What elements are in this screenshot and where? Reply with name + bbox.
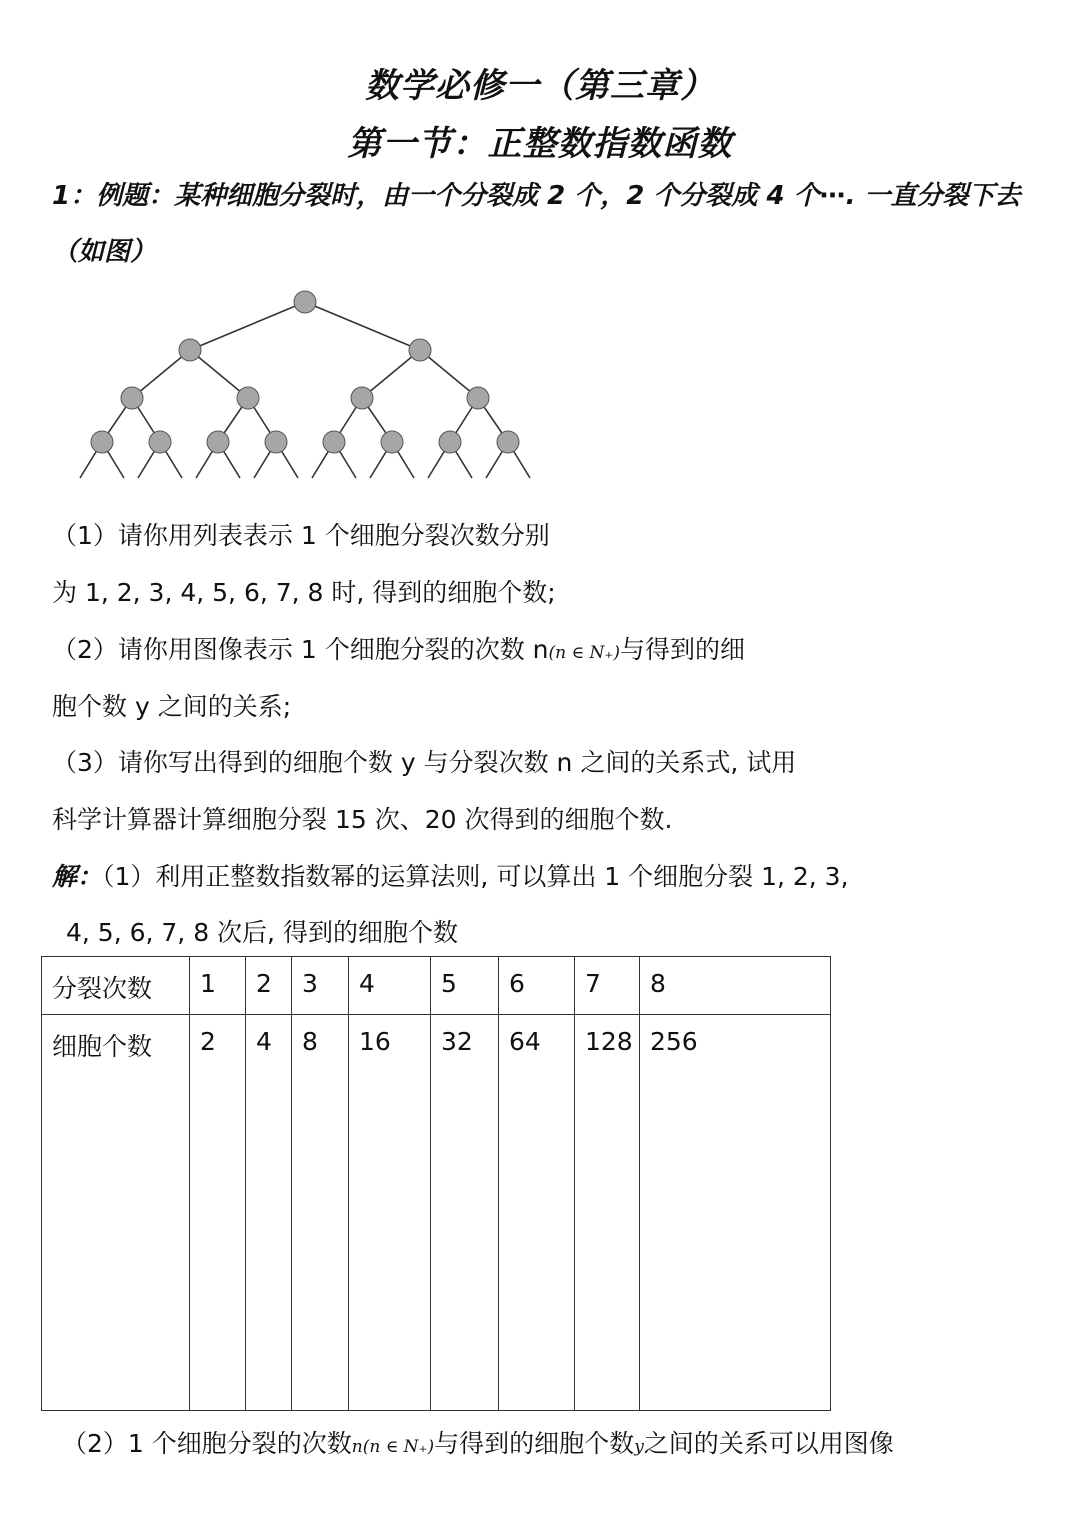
cell-node xyxy=(237,387,259,409)
question-2-line-2: 胞个数 y 之间的关系; xyxy=(52,692,292,721)
answer-2-math-n: n(n ∈ N₊) xyxy=(351,1437,435,1457)
table-cell: 8 xyxy=(292,1015,349,1411)
answer-2-line xyxy=(62,1424,894,1460)
solution-label: 解： xyxy=(52,862,103,891)
section-title: 第一节：正整数指数函数 xyxy=(347,124,733,164)
cell-node xyxy=(439,431,461,453)
page-title: 数学必修一（第三章） xyxy=(365,66,715,106)
table-cell: 6 xyxy=(499,957,575,1015)
table-row-divisions xyxy=(42,957,831,1015)
cell-node xyxy=(351,387,373,409)
table-cell: 32 xyxy=(431,1015,499,1411)
question-2-text-b: 与得到的细 xyxy=(619,635,745,664)
cell-node xyxy=(207,431,229,453)
answer-2-math-y: y xyxy=(634,1437,644,1457)
question-2-line-1 xyxy=(52,630,745,666)
cell-node xyxy=(467,387,489,409)
tree-branch xyxy=(305,302,420,350)
table-cell: 16 xyxy=(349,1015,431,1411)
cell-node xyxy=(265,431,287,453)
solution-line-1 xyxy=(52,857,849,893)
tree-branch xyxy=(190,302,305,350)
cell-node xyxy=(121,387,143,409)
table-cell: 64 xyxy=(499,1015,575,1411)
cell-count-table xyxy=(41,956,831,1411)
row-label-divisions: 分裂次数 xyxy=(42,957,190,1015)
answer-2-text-c: 之间的关系可以用图像 xyxy=(643,1429,894,1458)
row-label-cells: 细胞个数 xyxy=(42,1015,190,1411)
answer-2-text-a: （2）1 个细胞分裂的次数 xyxy=(62,1429,352,1458)
cell-node xyxy=(149,431,171,453)
cell-node xyxy=(91,431,113,453)
solution-text-a: （1）利用正整数指数幂的运算法则, 可以算出 1 个细胞分裂 1, 2, 3, xyxy=(102,862,849,891)
question-2-text-a: （2）请你用图像表示 1 个细胞分裂的次数 n xyxy=(52,635,549,664)
table-cell: 4 xyxy=(246,1015,292,1411)
cell-node xyxy=(294,291,316,313)
question-3-line-2: 科学计算器计算细胞分裂 15 次、20 次得到的细胞个数. xyxy=(52,805,673,834)
question-1-line-1: （1）请你用列表表示 1 个细胞分裂次数分别 xyxy=(52,521,550,550)
question-3-line-1: （3）请你写出得到的细胞个数 y 与分裂次数 n 之间的关系式, 试用 xyxy=(52,748,797,777)
table-cell: 8 xyxy=(640,957,831,1015)
cell-node xyxy=(323,431,345,453)
question-2-math: (n ∈ N₊) xyxy=(548,643,620,663)
cell-division-tree xyxy=(70,282,550,482)
answer-2-text-b: 与得到的细胞个数 xyxy=(434,1429,635,1458)
table-cell: 4 xyxy=(349,957,431,1015)
table-cell: 3 xyxy=(292,957,349,1015)
cell-node xyxy=(179,339,201,361)
table-cell: 7 xyxy=(575,957,640,1015)
question-1-line-2: 为 1, 2, 3, 4, 5, 6, 7, 8 时, 得到的细胞个数; xyxy=(52,578,556,607)
table-cell: 2 xyxy=(246,957,292,1015)
cell-node xyxy=(381,431,403,453)
solution-line-2: 4, 5, 6, 7, 8 次后, 得到的细胞个数 xyxy=(66,918,458,947)
table-cell: 5 xyxy=(431,957,499,1015)
example-statement: 1：例题：某种细胞分裂时，由一个分裂成 2 个，2 个分裂成 4 个⋯. 一直分裂下去（如图） xyxy=(52,181,1021,267)
table-cell: 2 xyxy=(190,1015,246,1411)
cell-node xyxy=(497,431,519,453)
table-row-cells xyxy=(42,1015,831,1411)
table-cell: 128 xyxy=(575,1015,640,1411)
table-cell: 1 xyxy=(190,957,246,1015)
cell-node xyxy=(409,339,431,361)
table-cell: 256 xyxy=(640,1015,831,1411)
